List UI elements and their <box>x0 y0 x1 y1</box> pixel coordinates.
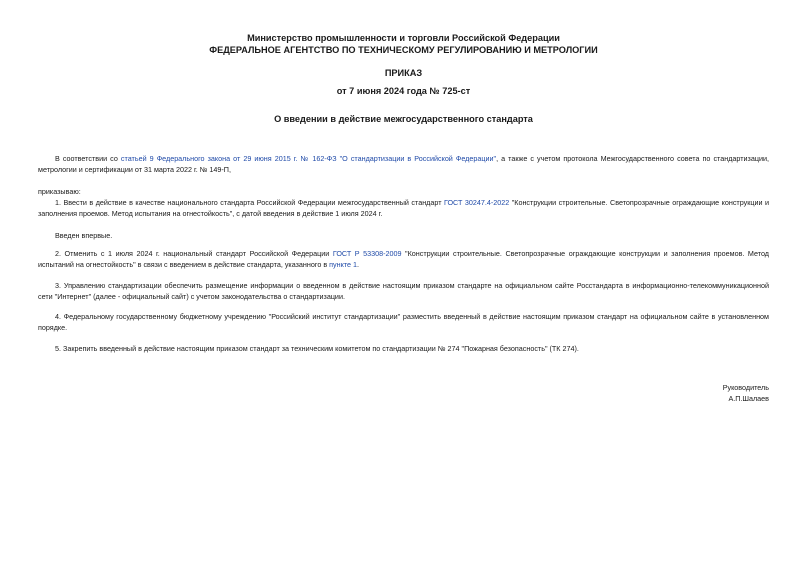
signatory-name: А.П.Шалаев <box>728 394 769 403</box>
item-5-paragraph: 5. Закрепить введенный в действие настоящим приказом стандарт за техническим комитетом по стандартизации № 274 "Пожарная безопасность" (ТК 274). <box>55 344 579 353</box>
introduced-note: Введен впервые. <box>55 231 113 240</box>
item-2-paragraph <box>38 248 769 270</box>
gost-r-53308-link[interactable]: ГОСТ Р 53308-2009 <box>332 249 402 258</box>
item-1-text-continued: "Конструкции строительные. Светопрозрачные ограждающие конструкции и заполнения проемов. Метод испытания на огнестойкость", с датой введения в действие 1 июля 2024 г. <box>38 198 770 218</box>
preamble-text: В соответствии со <box>55 154 121 163</box>
gost-30247-link[interactable]: ГОСТ 30247.4-2022 <box>443 198 510 207</box>
document-date-number: от 7 июня 2024 года № 725-ст <box>336 86 471 96</box>
document-subject: О введении в действие межгосударственного стандарта <box>274 114 533 124</box>
clause-1-link[interactable]: пункте 1 <box>329 260 358 269</box>
item-1-text: 1. Ввести в действие в качестве национального стандарта Российской Федерации межгосударственный стандарт <box>55 198 444 207</box>
document-type: ПРИКАЗ <box>384 68 423 78</box>
item-2-text-end: . <box>357 260 360 269</box>
item-2-text: 2. Отменить с 1 июля 2024 г. национальный стандарт Российской Федерации <box>55 249 333 258</box>
agency-name: ФЕДЕРАЛЬНОЕ АГЕНТСТВО ПО ТЕХНИЧЕСКОМУ РЕГУЛИРОВАНИЮ И МЕТРОЛОГИИ <box>209 45 598 55</box>
item-2-text-continued: "Конструкции строительные. Светопрозрачные ограждающие конструкции и заполнения проемов. Метод испытаний на огнестойкость" в связи с введением в действие стандарта, указанного в <box>38 249 769 269</box>
item-3-paragraph: 3. Управлению стандартизации обеспечить размещение информации о введенном в действие настоящим приказом стандарте на официальном сайте Росстандарта в информационно-телекоммуникационной сети "Интернет" (далее - официальный сайт) с учетом законодательства о стандартизации. <box>38 281 769 301</box>
signatory-position: Руководитель <box>722 383 769 392</box>
ministry-name: Министерство промышленности и торговли Российской Федерации <box>247 33 560 43</box>
item-4-paragraph: 4. Федеральному государственному бюджетному учреждению "Российский институт стандартизации" разместить введенный в действие настоящим приказом стандарт на официальном сайте в установленном порядке. <box>38 312 769 332</box>
item-1-paragraph <box>38 197 769 219</box>
order-word: приказываю: <box>38 187 81 196</box>
preamble-paragraph <box>38 153 769 175</box>
federal-law-link[interactable]: статьей 9 Федерального закона от 29 июня 2015 г. № 162-ФЗ "О стандартизации в Российской Федерации" <box>120 154 497 163</box>
preamble-text-continued: , а также с учетом протокола Межгосударственного совета по стандартизации, метрологии и сертификации от 31 марта 2022 г. № 149-П, <box>38 154 769 174</box>
